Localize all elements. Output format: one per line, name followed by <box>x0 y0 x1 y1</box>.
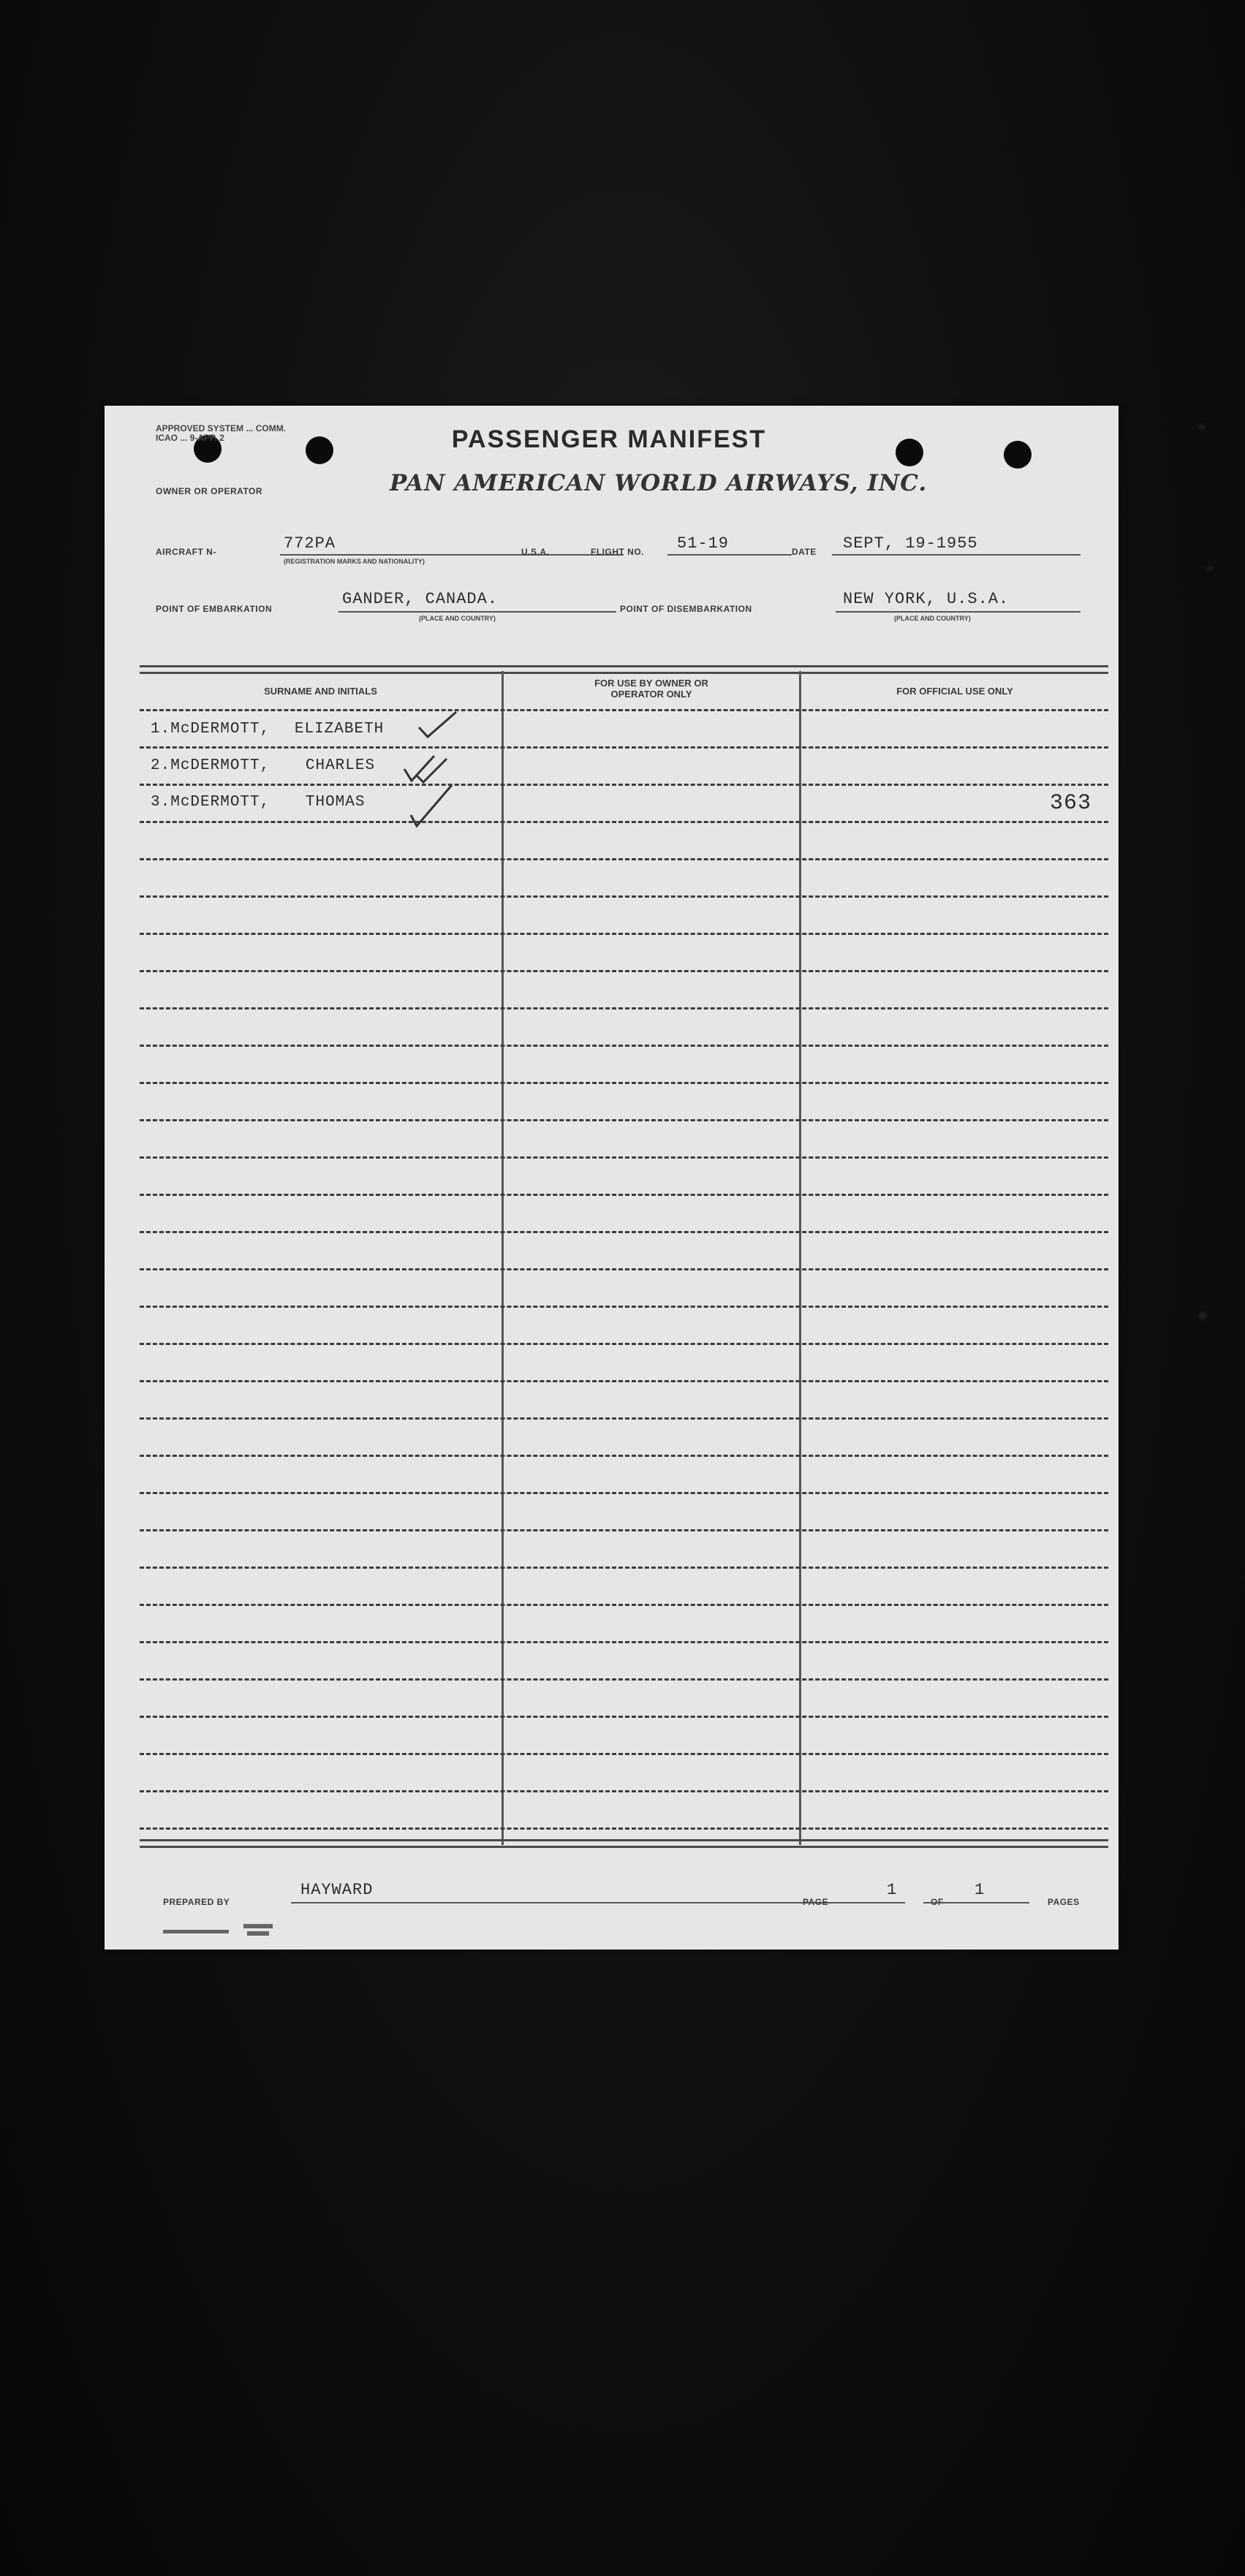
page-label: PAGE <box>803 1897 829 1907</box>
embark-value: GANDER, CANADA. <box>342 590 499 608</box>
punch-hole <box>306 436 333 464</box>
date-value: SEPT, 19-1955 <box>843 534 978 553</box>
passenger-given-name: THOMAS <box>305 794 366 811</box>
page-title: PASSENGER MANIFEST <box>451 425 767 453</box>
aircraft-underline <box>280 554 624 556</box>
table-row-line <box>140 933 1108 935</box>
passenger-surname: McDERMOTT, <box>170 794 270 811</box>
table-row-line <box>140 1119 1108 1121</box>
table-row-line <box>140 1306 1108 1308</box>
table-row-line <box>140 1716 1108 1718</box>
aircraft-label: AIRCRAFT N- <box>156 547 216 557</box>
flight-label: FLIGHT NO. <box>591 547 644 557</box>
owner-label: OWNER OR OPERATOR <box>156 486 263 496</box>
table-row-line <box>140 1753 1108 1755</box>
table-row-line <box>140 709 1108 711</box>
passenger-given-name: ELIZABETH <box>294 721 385 738</box>
passenger-number: 3. <box>151 794 171 811</box>
pages-underline <box>923 1902 1029 1903</box>
table-row-line <box>140 1455 1108 1457</box>
date-underline <box>832 554 1081 556</box>
table-row-line <box>140 1529 1108 1531</box>
punch-hole <box>896 439 923 466</box>
table-row-line <box>140 746 1108 749</box>
column-divider <box>502 671 504 1845</box>
table-row-line <box>140 895 1108 898</box>
date-label: DATE <box>792 547 817 557</box>
table-row-line <box>140 1380 1108 1382</box>
table-row-line <box>140 1417 1108 1420</box>
scan-speck <box>1199 1312 1206 1319</box>
checkmark-icon <box>401 753 453 786</box>
table-row-line <box>140 1343 1108 1345</box>
table-row-line <box>140 1641 1108 1643</box>
total-pages: 1 <box>975 1881 985 1899</box>
table-row-line <box>140 1194 1108 1196</box>
official-note: 363 <box>1050 791 1092 816</box>
punch-hole <box>1004 441 1032 469</box>
table-row-line <box>140 970 1108 972</box>
disembark-sublabel: (PLACE AND COUNTRY) <box>894 615 971 622</box>
table-row-line <box>140 1231 1108 1233</box>
table-row-line <box>140 1790 1108 1792</box>
passenger-number: 2. <box>151 757 171 774</box>
table-bottom-rule <box>140 1839 1108 1848</box>
passenger-row-3 <box>151 794 365 811</box>
passenger-given-name: CHARLES <box>305 757 376 774</box>
table-row-line <box>140 821 1108 823</box>
embark-sublabel: (PLACE AND COUNTRY) <box>419 615 496 622</box>
col-header-operator: FOR USE BY OWNER OR OPERATOR ONLY <box>594 678 708 700</box>
embark-label: POINT OF EMBARKATION <box>156 604 273 614</box>
approval-note: APPROVED SYSTEM ... COMM. ICAO ... 9-APP. 2 <box>156 423 287 443</box>
of-label: OF <box>931 1897 944 1907</box>
table-top-rule <box>140 665 1108 674</box>
flight-underline <box>667 554 792 556</box>
pages-label: PAGES <box>1048 1897 1080 1907</box>
scan-speck <box>1199 424 1205 430</box>
table-row-line <box>140 1567 1108 1569</box>
table-row-line <box>140 1827 1108 1830</box>
table-row-line <box>140 1007 1108 1009</box>
passenger-surname: McDERMOTT, <box>170 721 270 738</box>
passenger-table <box>140 665 1108 1849</box>
table-row-line <box>140 784 1108 786</box>
table-row-line <box>140 858 1108 860</box>
table-row-line <box>140 1678 1108 1681</box>
checkmark-icon <box>416 709 460 742</box>
disembark-value: NEW YORK, U.S.A. <box>843 590 1010 608</box>
col-header-surname: SURNAME AND INITIALS <box>264 686 377 697</box>
printer-imprint-icon <box>163 1922 295 1941</box>
passenger-surname: McDERMOTT, <box>170 757 270 774</box>
country-label: U.S.A. <box>521 547 550 557</box>
table-row-line <box>140 1082 1108 1084</box>
page-number: 1 <box>887 1881 898 1899</box>
manifest-sheet <box>105 406 1119 1950</box>
table-row-line <box>140 1268 1108 1270</box>
aircraft-sublabel: (REGISTRATION MARKS AND NATIONALITY) <box>284 558 425 565</box>
prepared-value: HAYWARD <box>300 1881 374 1899</box>
passenger-row-2 <box>151 757 375 774</box>
scan-speck <box>1206 567 1214 570</box>
prepared-label: PREPARED BY <box>163 1897 230 1907</box>
flight-value: 51-19 <box>677 534 730 553</box>
table-row-line <box>140 1492 1108 1494</box>
owner-value: PAN AMERICAN WORLD AIRWAYS, INC. <box>390 470 928 496</box>
passenger-row-1 <box>151 721 384 738</box>
disembark-label: POINT OF DISEMBARKATION <box>620 604 752 614</box>
table-row-line <box>140 1604 1108 1606</box>
passenger-number: 1. <box>151 721 171 738</box>
disembark-underline <box>836 611 1081 613</box>
aircraft-value: 772PA <box>284 534 336 553</box>
table-row-line <box>140 1045 1108 1047</box>
table-row-line <box>140 1156 1108 1159</box>
col-header-official: FOR OFFICIAL USE ONLY <box>896 686 1013 697</box>
embark-underline <box>338 611 616 613</box>
column-divider <box>799 671 801 1845</box>
